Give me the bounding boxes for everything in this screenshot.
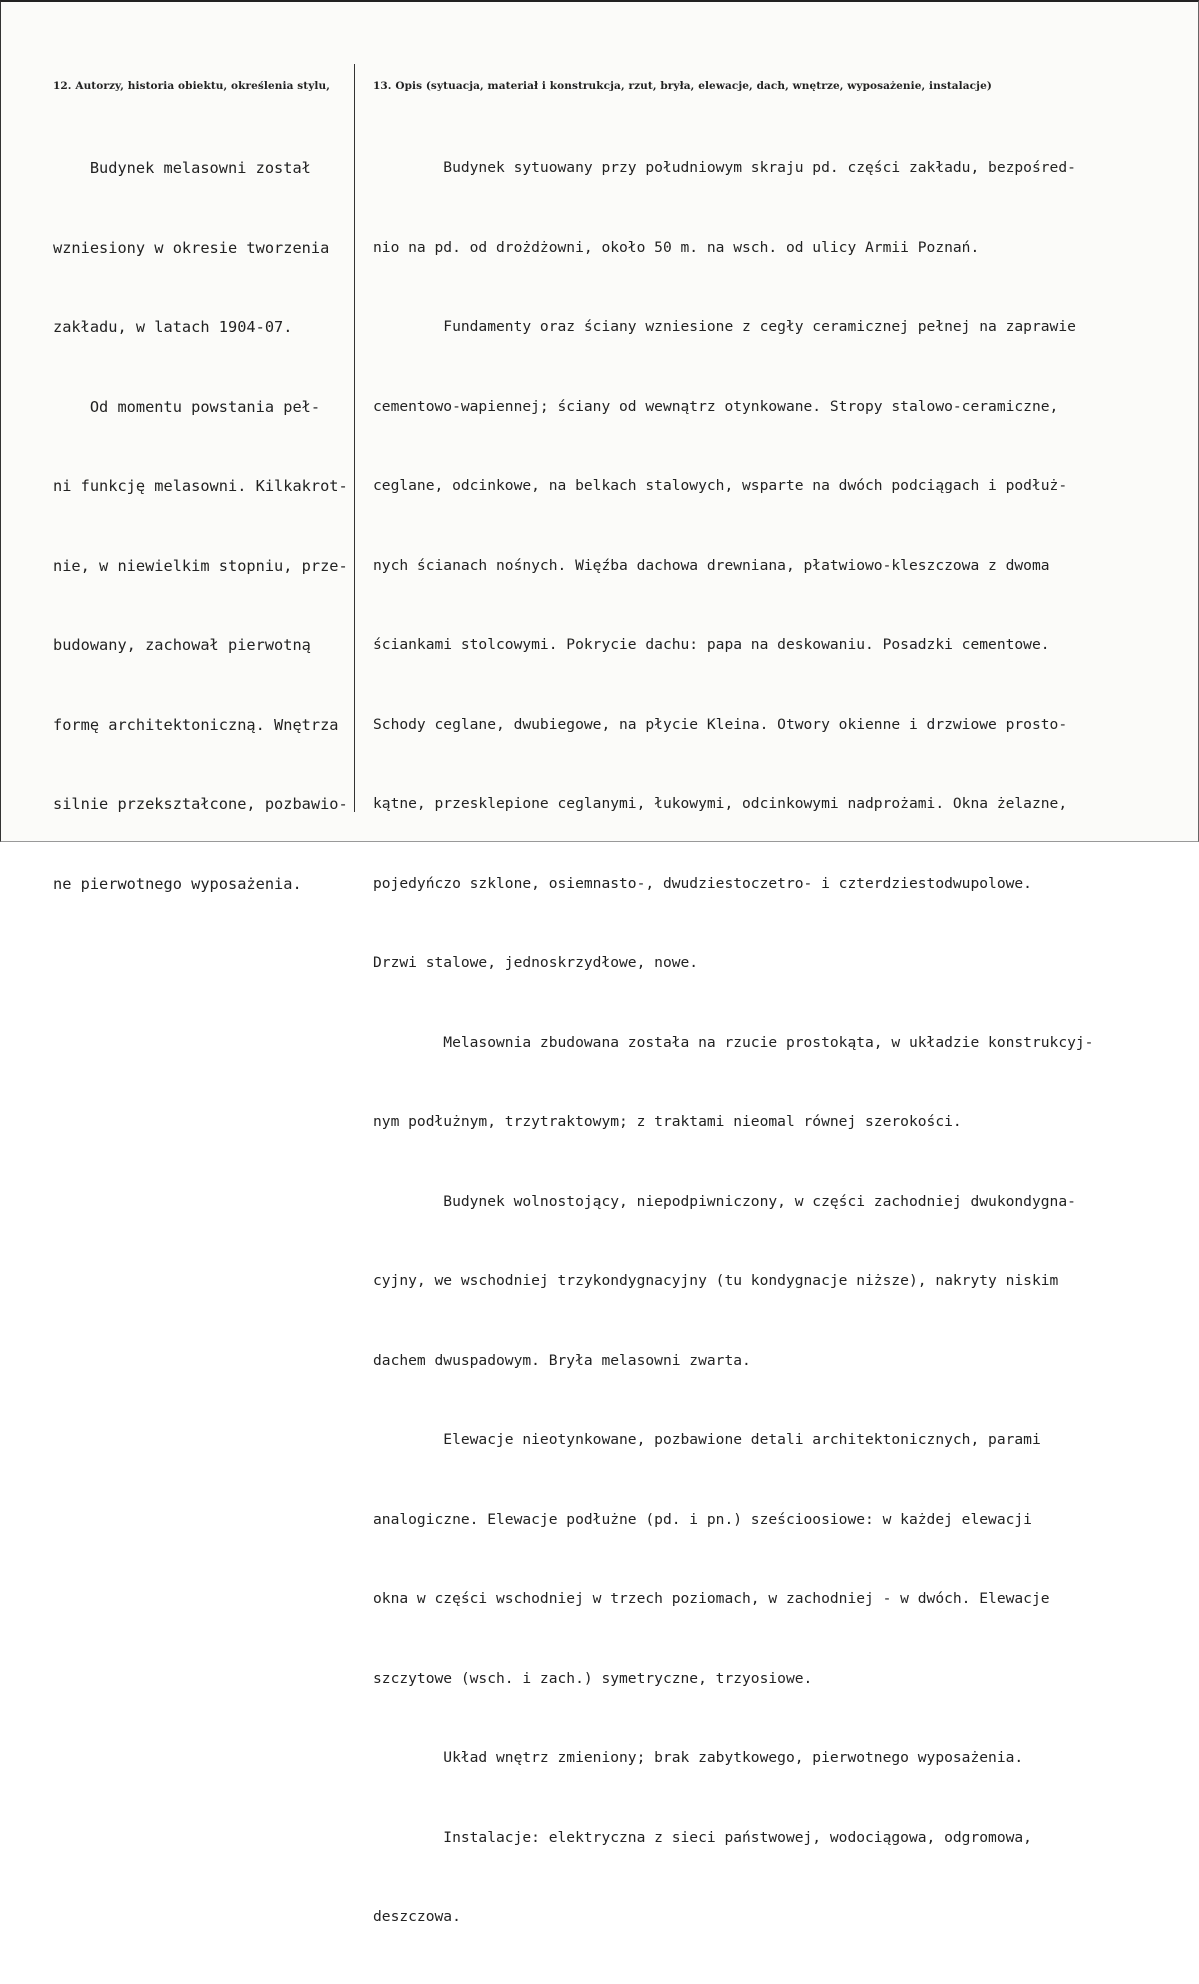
text-line: szczytowe (wsch. i zach.) symetryczne, trzyosiowe. [373, 1669, 813, 1687]
text-line: Budynek wolnostojący, niepodpiwniczony, w części zachodniej dwukondygna- [373, 1192, 1076, 1210]
text-line: cyjny, we wschodniej trzykondygnacyjny (tu kondygnacje niższe), nakryty niskim [373, 1272, 1059, 1289]
text-line: Schody ceglane, dwubiegowe, na płycie Kleina. Otwory okienne i drzwiowe prosto- [373, 715, 1068, 733]
text-line: silnie przekształcone, pozbawio- [53, 795, 348, 813]
text-line: ni funkcję melasowni. Kilkakrot- [53, 477, 348, 495]
text-line: deszczowa. [373, 1908, 461, 1925]
section-12-text [53, 102, 348, 950]
text-line: Fundamenty oraz ściany wzniesione z cegły ceramicznej pełnej na zaprawie [373, 318, 1076, 335]
text-line: Układ wnętrz zmieniony; brak zabytkowego, pierwotnego wyposażenia. [373, 1749, 1024, 1766]
text-line: budowany, zachował pierwotną [53, 636, 311, 654]
text-line: ceglane, odcinkowe, na belkach stalowych, wsparte na dwóch podciągach i podłuż- [373, 477, 1068, 494]
column-divider [354, 64, 355, 812]
text-line: Melasownia zbudowana została na rzucie prostokąta, w układzie konstrukcyj- [373, 1033, 1094, 1051]
text-line: Od momentu powstania peł- [53, 397, 321, 416]
text-line: Budynek melasowni został [53, 159, 311, 177]
text-line: Drzwi stalowe, jednoskrzydłowe, nowe. [373, 954, 699, 971]
text-line: wzniesiony w okresie tworzenia [53, 238, 330, 257]
text-line: Budynek sytuowany przy południowym skraju pd. części zakładu, bezpośred- [373, 159, 1076, 176]
text-line: pojedyńczo szklone, osiemnasto-, dwudziestoczetro- i czterdziestodwupolowe. [373, 874, 1032, 892]
section-13-heading: 13. Opis (sytuacja, materiał i konstrukcja, rzut, bryła, elewacje, dach, wnętrze, wyposażenie, instalacje) [373, 80, 992, 92]
text-line: cementowo-wapiennej; ściany od wewnątrz otynkowane. Stropy stalowo-ceramiczne, [373, 397, 1059, 415]
text-line: okna w części wschodniej w trzech poziomach, w zachodniej - w dwóch. Elewacje [373, 1590, 1050, 1607]
text-line: dachem dwuspadowym. Bryła melasowni zwarta. [373, 1351, 751, 1369]
text-line: kątne, przesklepione ceglanymi, łukowymi, odcinkowymi nadprożami. Okna żelazne, [373, 795, 1068, 812]
text-line: nio na pd. od drożdżowni, około 50 m. na wsch. od ulicy Armii Poznań. [373, 238, 980, 256]
text-line: Instalacje: elektryczna z sieci państwowej, wodociągowa, odgromowa, [373, 1828, 1032, 1846]
section-13-text [373, 102, 1093, 1984]
text-line: ściankami stolcowymi. Pokrycie dachu: papa na deskowaniu. Posadzki cementowe. [373, 636, 1050, 653]
text-line: nych ścianach nośnych. Więźba dachowa drewniana, płatwiowo-kleszczowa z dwoma [373, 556, 1050, 574]
text-line: nie, w niewielkim stopniu, prze- [53, 556, 348, 575]
section-12-heading: 12. Autorzy, historia obiektu, określenia stylu, [53, 80, 331, 92]
text-line: analogiczne. Elewacje podłużne (pd. i pn.) sześcioosiowe: w każdej elewacji [373, 1510, 1032, 1528]
text-line: formę architektoniczną. Wnętrza [53, 715, 339, 734]
text-line: Elewacje nieotynkowane, pozbawione detali architektonicznych, parami [373, 1431, 1041, 1448]
text-line: nym podłużnym, trzytraktowym; z traktami nieomal równej szerokości. [373, 1113, 962, 1130]
text-line: ne pierwotnego wyposażenia. [53, 874, 302, 893]
text-line: zakładu, w latach 1904-07. [53, 318, 293, 336]
